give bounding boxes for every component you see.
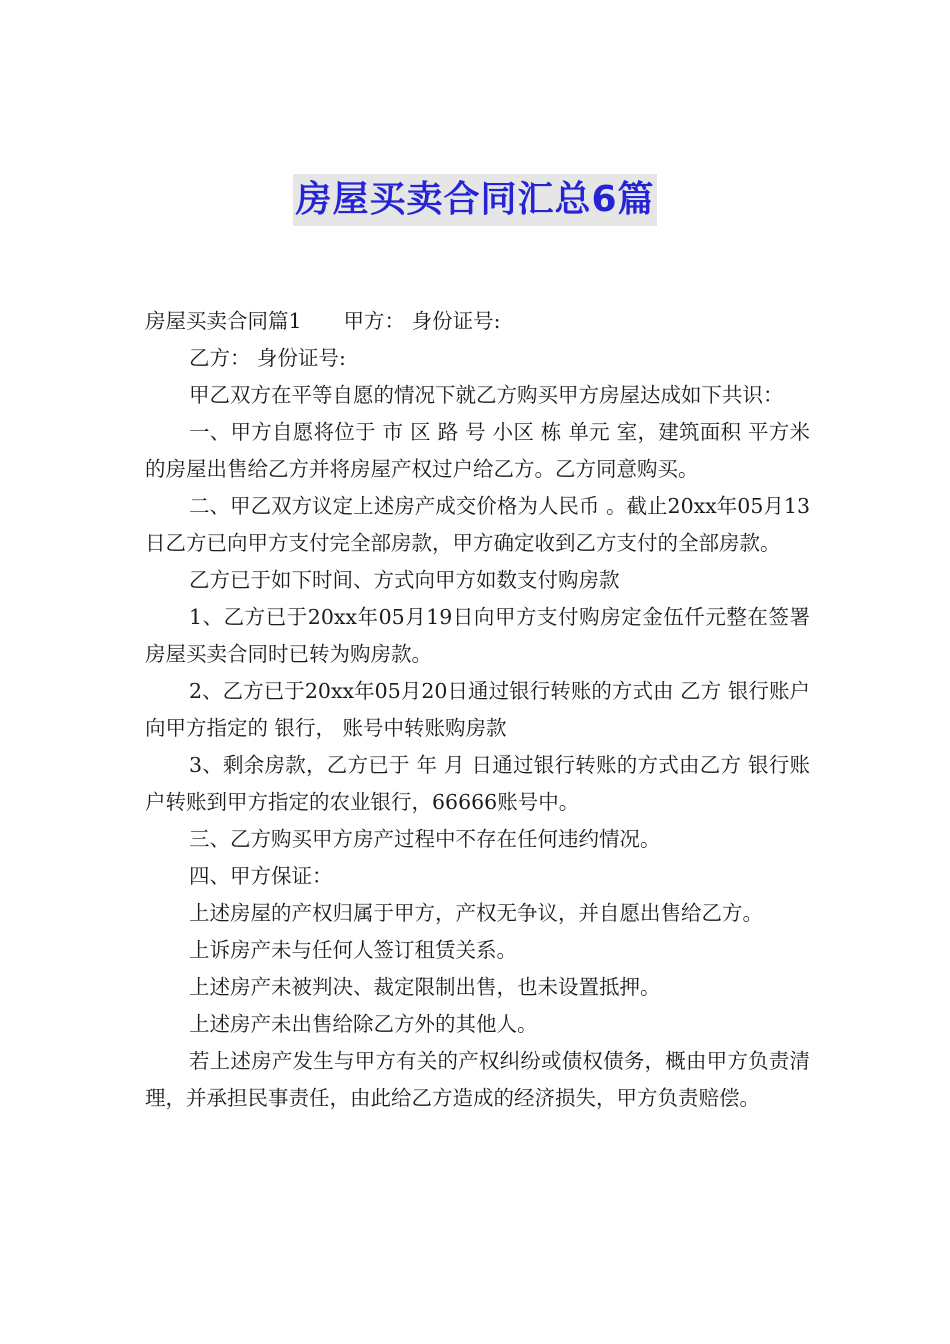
paragraph: 甲乙双方在平等自愿的情况下就乙方购买甲方房屋达成如下共识： — [189, 383, 784, 407]
paragraph: 乙方已于如下时间、方式向甲方如数支付购房款 — [189, 568, 620, 592]
paragraph: 3、剩余房款，乙方已于 年 月 日通过银行转账的方式由乙方 银行账户转账到甲方指定的农业银行，66666账号中。 — [145, 753, 810, 814]
document-body — [145, 303, 810, 1117]
party-a-line: 甲方： 身份证号: — [343, 309, 501, 333]
paragraph: 2、乙方已于20xx年05月20日通过银行转账的方式由 乙方 银行账户向甲方指定的 银行， 账号中转账购房款 — [145, 679, 810, 740]
paragraph: 上诉房产未与任何人签订租赁关系。 — [189, 938, 517, 962]
paragraph: 二、甲乙双方议定上述房产成交价格为人民币 。截止20xx年05月13日乙方已向甲方支付完全部房款，甲方确定收到乙方支付的全部房款。 — [145, 494, 810, 555]
paragraph: 上述房产未出售给除乙方外的其他人。 — [189, 1012, 538, 1036]
paragraph: 若上述房产发生与甲方有关的产权纠纷或债权债务，概由甲方负责清理，并承担民事责任，由此给乙方造成的经济损失，甲方负责赔偿。 — [145, 1049, 810, 1110]
paragraph: 一、甲方自愿将位于 市 区 路 号 小区 栋 单元 室，建筑面积 平方米的房屋出售给乙方并将房屋产权过户给乙方。乙方同意购买。 — [145, 420, 810, 481]
paragraph: 乙方： 身份证号: — [189, 346, 346, 370]
paragraph: 1、乙方已于20xx年05月19日向甲方支付购房定金伍仟元整在签署房屋买卖合同时已转为购房款。 — [145, 605, 810, 666]
paragraph: 四、甲方保证： — [189, 864, 333, 888]
paragraph: 上述房屋的产权归属于甲方，产权无争议，并自愿出售给乙方。 — [189, 901, 763, 925]
contract-section-title: 房屋买卖合同篇1 — [145, 309, 302, 333]
paragraph: 上述房产未被判决、裁定限制出售，也未设置抵押。 — [189, 975, 661, 999]
document-title — [0, 174, 950, 226]
paragraph: 三、乙方购买甲方房产过程中不存在任何违约情况。 — [189, 827, 661, 851]
document-title-text: 房屋买卖合同汇总6篇 — [293, 174, 656, 226]
heading-line — [145, 303, 810, 340]
